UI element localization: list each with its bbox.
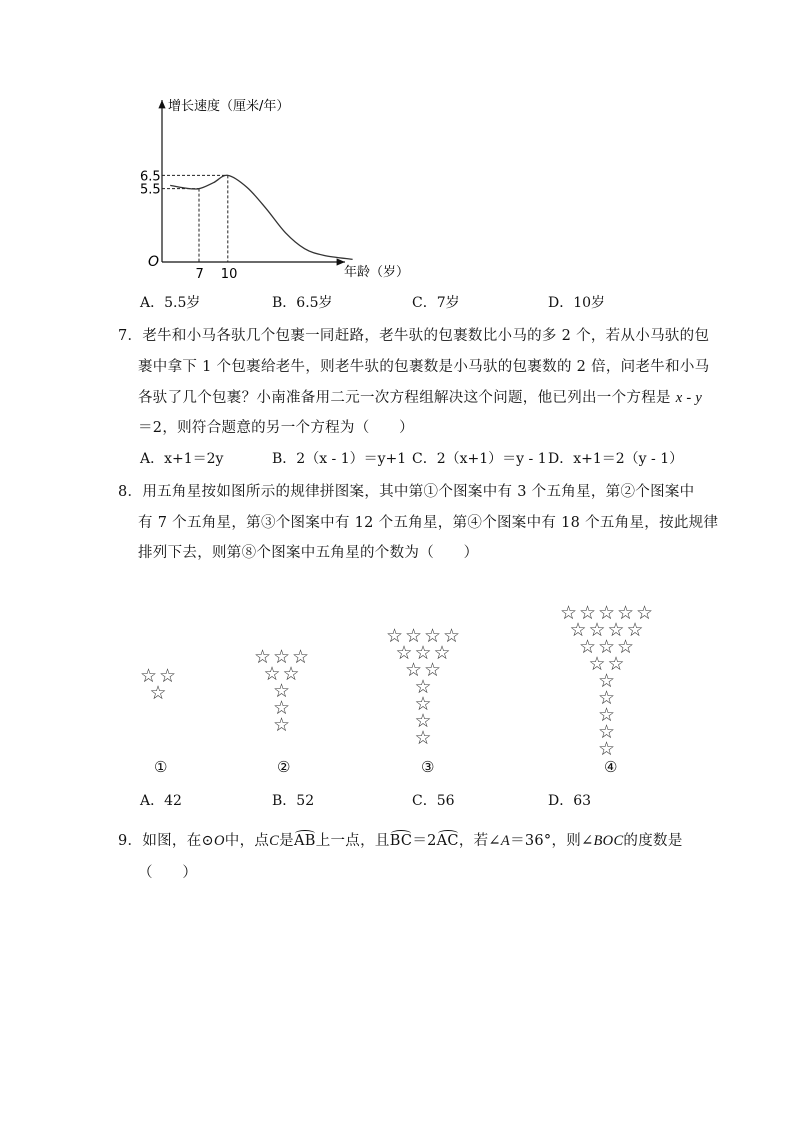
star-icon: ☆ xyxy=(617,636,635,658)
q8-option-b[interactable]: B．52 xyxy=(272,793,315,809)
y-tick-label: 6.5 xyxy=(140,169,161,185)
star-icon: ☆ xyxy=(149,682,167,704)
q7-option-b[interactable]: B．2（x - 1）＝y+1 xyxy=(272,451,407,467)
star-icon: ☆ xyxy=(424,659,442,681)
star-icon: ☆ xyxy=(414,727,432,749)
star-icon: ☆ xyxy=(579,602,597,624)
growth-speed-chart xyxy=(140,92,420,287)
y-axis-label: 增长速度（厘米/年） xyxy=(168,99,290,114)
q9-line-2[interactable]: （ ） xyxy=(138,865,198,881)
star-icon: ☆ xyxy=(414,710,432,732)
arc-ab: AB xyxy=(293,833,316,849)
star-icon: ☆ xyxy=(395,642,413,664)
star-icon: ☆ xyxy=(443,625,461,647)
q8-option-c[interactable]: C．56 xyxy=(412,793,455,809)
star-icon: ☆ xyxy=(405,659,423,681)
arc-bc: BC xyxy=(389,833,413,849)
star-icon: ☆ xyxy=(424,625,442,647)
q9-line-1: 9．如图，在⊙O中，点C是AB上一点，且BC＝2AC，若∠A＝36°，则∠BOC的度数是 xyxy=(118,833,683,849)
star-icon: ☆ xyxy=(159,665,177,687)
star-icon: ☆ xyxy=(273,697,291,719)
star-icon: ☆ xyxy=(263,663,281,685)
growth-curve xyxy=(170,175,352,259)
q6-option-b[interactable]: B．6.5岁 xyxy=(272,295,333,311)
star-icon: ☆ xyxy=(617,602,635,624)
star-icon: ☆ xyxy=(579,636,597,658)
x-tick-label: 10 xyxy=(220,267,238,282)
q7-line-4: ＝2，则符合题意的另一个方程为（ ） xyxy=(138,420,414,436)
star-icon: ☆ xyxy=(386,625,404,647)
q8-line-3: 排列下去，则第⑧个图案中五角星的个数为（ ） xyxy=(138,545,479,561)
star-icon: ☆ xyxy=(626,619,644,641)
q7-line-3: 各驮了几个包裹？小南准备用二元一次方程组解决这个问题，他已列出一个方程是 x - y xyxy=(138,390,703,406)
origin-label: O xyxy=(148,254,160,270)
q7-option-c[interactable]: C．2（x+1）＝y - 1 xyxy=(412,451,547,467)
pattern-label-1: ① xyxy=(154,758,168,776)
star-icon: ☆ xyxy=(273,680,291,702)
star-icon: ☆ xyxy=(414,642,432,664)
star-icon: ☆ xyxy=(433,642,451,664)
q6-option-a[interactable]: A．5.5岁 xyxy=(140,295,201,311)
star-icon: ☆ xyxy=(273,714,291,736)
q7-option-a[interactable]: A．x+1＝2y xyxy=(140,451,224,467)
pattern-label-2: ② xyxy=(277,758,291,776)
x-axis-label: 年龄（岁） xyxy=(344,265,410,280)
star-icon: ☆ xyxy=(607,653,625,675)
star-icon: ☆ xyxy=(598,670,616,692)
star-icon: ☆ xyxy=(254,646,272,668)
x-tick-label: 7 xyxy=(195,267,204,282)
star-icon: ☆ xyxy=(273,646,291,668)
star-icon: ☆ xyxy=(598,721,616,743)
star-icon: ☆ xyxy=(292,646,310,668)
star-icon: ☆ xyxy=(569,619,587,641)
q7-option-d[interactable]: D．x+1＝2（y - 1） xyxy=(548,451,684,467)
arc-ac: AC xyxy=(436,833,459,849)
q8-line-1: 8．用五角星按如图所示的规律拼图案，其中第①个图案中有 3 个五角星，第②个图案中 xyxy=(118,484,695,500)
q8-line-2: 有 7 个五角星，第③个图案中有 12 个五角星，第④个图案中有 18 个五角星，按此规律 xyxy=(138,515,719,531)
q6-option-d[interactable]: D．10岁 xyxy=(548,295,606,311)
star-icon: ☆ xyxy=(598,636,616,658)
star-icon: ☆ xyxy=(414,693,432,715)
q8-option-a[interactable]: A．42 xyxy=(140,793,182,809)
star-icon: ☆ xyxy=(598,738,616,760)
y-tick-label: 5.5 xyxy=(140,182,161,198)
star-icon: ☆ xyxy=(598,704,616,726)
star-icon: ☆ xyxy=(414,676,432,698)
star-icon: ☆ xyxy=(140,665,158,687)
q6-option-c[interactable]: C．7岁 xyxy=(412,295,460,311)
star-icon: ☆ xyxy=(607,619,625,641)
star-icon: ☆ xyxy=(598,687,616,709)
q8-option-d[interactable]: D．63 xyxy=(548,793,592,809)
q7-line-2: 裹中拿下 1 个包裹给老牛，则老牛驮的包裹数是小马驮的包裹数的 2 倍，问老牛和小马 xyxy=(138,359,710,375)
pattern-label-4: ④ xyxy=(604,758,618,776)
pattern-label-3: ③ xyxy=(421,758,435,776)
star-icon: ☆ xyxy=(560,602,578,624)
star-icon: ☆ xyxy=(405,625,423,647)
star-icon: ☆ xyxy=(588,619,606,641)
star-icon: ☆ xyxy=(636,602,654,624)
star-icon: ☆ xyxy=(588,653,606,675)
star-icon: ☆ xyxy=(282,663,300,685)
q7-equation: x - y xyxy=(675,390,703,406)
q7-line-1: 7．老牛和小马各驮几个包裹一同赶路，老牛驮的包裹数比小马的多 2 个，若从小马驮的包 xyxy=(118,328,710,344)
star-icon: ☆ xyxy=(598,602,616,624)
